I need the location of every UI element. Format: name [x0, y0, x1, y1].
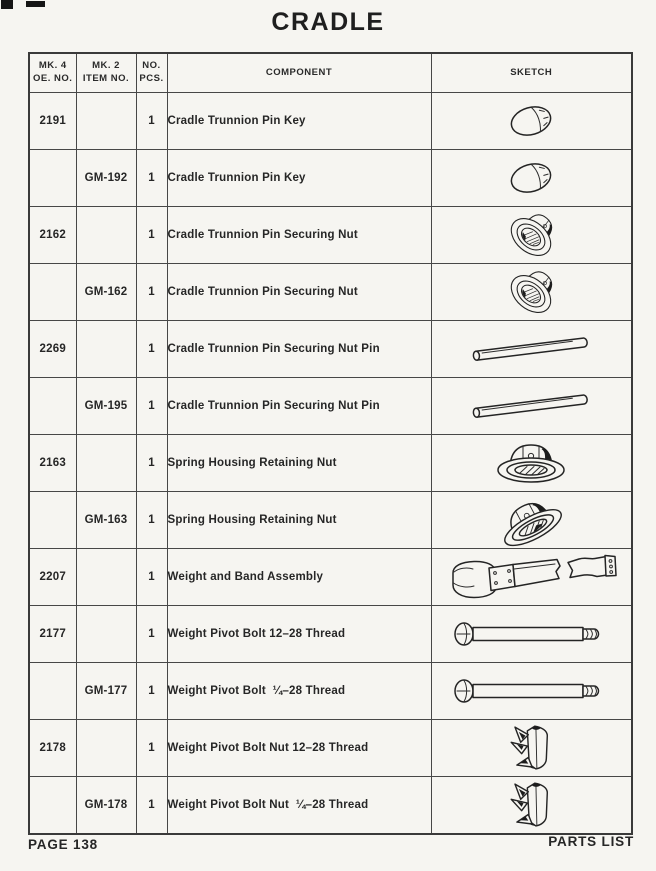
- header-line: MK. 2: [92, 60, 120, 72]
- cell-component: Spring Housing Retaining Nut: [167, 435, 431, 492]
- cell-pcs: 1: [136, 606, 167, 663]
- pivot-bolt-sketch: [436, 607, 626, 661]
- pin-rod-sketch: [436, 379, 626, 433]
- cell-oe-no: [29, 663, 76, 720]
- table-row: [29, 150, 632, 207]
- cell-pcs: 1: [136, 549, 167, 606]
- cell-oe-no: 2207: [29, 549, 76, 606]
- cell-item-no: [76, 207, 136, 264]
- table-row: [29, 777, 632, 835]
- page-title: CRADLE: [271, 8, 385, 36]
- header-line: NO.: [142, 60, 161, 72]
- pivot-bolt-sketch: [436, 664, 626, 718]
- cell-oe-no: 2191: [29, 93, 76, 150]
- cell-item-no: [76, 93, 136, 150]
- cell-sketch: [431, 321, 632, 378]
- cell-oe-no: [29, 150, 76, 207]
- cell-pcs: 1: [136, 435, 167, 492]
- cell-sketch: [431, 435, 632, 492]
- cell-pcs: 1: [136, 663, 167, 720]
- cell-sketch: [431, 378, 632, 435]
- cell-component: Cradle Trunnion Pin Securing Nut: [167, 207, 431, 264]
- cell-oe-no: [29, 492, 76, 549]
- cell-item-no: GM-162: [76, 264, 136, 321]
- table-row: [29, 435, 632, 492]
- cell-sketch: [431, 777, 632, 835]
- table-row: [29, 720, 632, 777]
- cell-component: Weight and Band Assembly: [167, 549, 431, 606]
- table-body: [29, 93, 632, 835]
- table-row: [29, 264, 632, 321]
- cell-component: Cradle Trunnion Pin Securing Nut Pin: [167, 378, 431, 435]
- cell-item-no: [76, 321, 136, 378]
- table-row: [29, 207, 632, 264]
- cell-pcs: 1: [136, 150, 167, 207]
- cell-oe-no: [29, 264, 76, 321]
- cell-item-no: GM-163: [76, 492, 136, 549]
- cell-sketch: [431, 663, 632, 720]
- header-sketch: SKETCH: [431, 53, 632, 93]
- retaining-nut-sketch: [436, 436, 626, 490]
- cell-sketch: [431, 150, 632, 207]
- cell-oe-no: 2162: [29, 207, 76, 264]
- cell-component: Cradle Trunnion Pin Key: [167, 93, 431, 150]
- header-component: COMPONENT: [167, 53, 431, 93]
- cell-oe-no: 2269: [29, 321, 76, 378]
- page-number: PAGE 138: [28, 837, 98, 852]
- table-row: [29, 378, 632, 435]
- cell-item-no: GM-177: [76, 663, 136, 720]
- cell-sketch: [431, 606, 632, 663]
- cell-pcs: 1: [136, 321, 167, 378]
- cell-item-no: [76, 606, 136, 663]
- cell-component: Cradle Trunnion Pin Securing Nut Pin: [167, 321, 431, 378]
- pin-key-sketch: [436, 94, 626, 148]
- cell-component: Weight Pivot Bolt Nut 12–28 Thread: [167, 720, 431, 777]
- cell-sketch: [431, 264, 632, 321]
- table-row: [29, 93, 632, 150]
- cell-sketch: [431, 549, 632, 606]
- pin-rod-sketch: [436, 322, 626, 376]
- table-row: [29, 663, 632, 720]
- cell-oe-no: 2178: [29, 720, 76, 777]
- cell-component: Spring Housing Retaining Nut: [167, 492, 431, 549]
- header-line: MK. 4: [38, 60, 67, 72]
- cell-pcs: 1: [136, 93, 167, 150]
- castle-nut-sketch: [436, 721, 626, 775]
- cell-sketch: [431, 720, 632, 777]
- cell-item-no: [76, 549, 136, 606]
- cell-item-no: [76, 435, 136, 492]
- header-line: ITEM NO.: [82, 73, 130, 84]
- cell-component: Weight Pivot Bolt ¼–28 Thread: [167, 663, 431, 720]
- flanged-nut-tilted-sketch: [436, 208, 626, 262]
- cell-component: Weight Pivot Bolt Nut ¼–28 Thread: [167, 777, 431, 835]
- cell-pcs: 1: [136, 378, 167, 435]
- table-header: [29, 53, 632, 93]
- header-row: [29, 53, 632, 93]
- cell-component: Cradle Trunnion Pin Securing Nut: [167, 264, 431, 321]
- table-row: [29, 606, 632, 663]
- castle-nut-sketch: [436, 778, 626, 832]
- retaining-nut-tilted-sketch: [436, 493, 626, 547]
- header-line: OE. NO.: [33, 73, 73, 84]
- cell-oe-no: 2163: [29, 435, 76, 492]
- header-line: PCS.: [139, 73, 164, 84]
- cell-sketch: [431, 492, 632, 549]
- cell-sketch: [431, 93, 632, 150]
- cell-pcs: 1: [136, 492, 167, 549]
- table-row: [29, 492, 632, 549]
- cell-item-no: GM-195: [76, 378, 136, 435]
- cell-pcs: 1: [136, 207, 167, 264]
- header-mk4-oe-no: [29, 53, 76, 93]
- cell-pcs: 1: [136, 264, 167, 321]
- table-row: [29, 549, 632, 606]
- parts-list-label: PARTS LIST: [548, 834, 634, 849]
- header-mk2-item-no: [76, 53, 136, 93]
- pin-key-sketch: [436, 151, 626, 205]
- cell-item-no: GM-192: [76, 150, 136, 207]
- cell-item-no: GM-178: [76, 777, 136, 835]
- table-row: [29, 321, 632, 378]
- scan-mark: [26, 1, 45, 7]
- cell-item-no: [76, 720, 136, 777]
- header-no-pcs: [136, 53, 167, 93]
- cell-sketch: [431, 207, 632, 264]
- cell-pcs: 1: [136, 777, 167, 835]
- weight-band-sketch: [436, 550, 626, 604]
- flanged-nut-tilted-sketch: [436, 265, 626, 319]
- cell-oe-no: [29, 777, 76, 835]
- cell-pcs: 1: [136, 720, 167, 777]
- cell-component: Cradle Trunnion Pin Key: [167, 150, 431, 207]
- cell-component: Weight Pivot Bolt 12–28 Thread: [167, 606, 431, 663]
- parts-table: [28, 52, 633, 835]
- cell-oe-no: 2177: [29, 606, 76, 663]
- cell-oe-no: [29, 378, 76, 435]
